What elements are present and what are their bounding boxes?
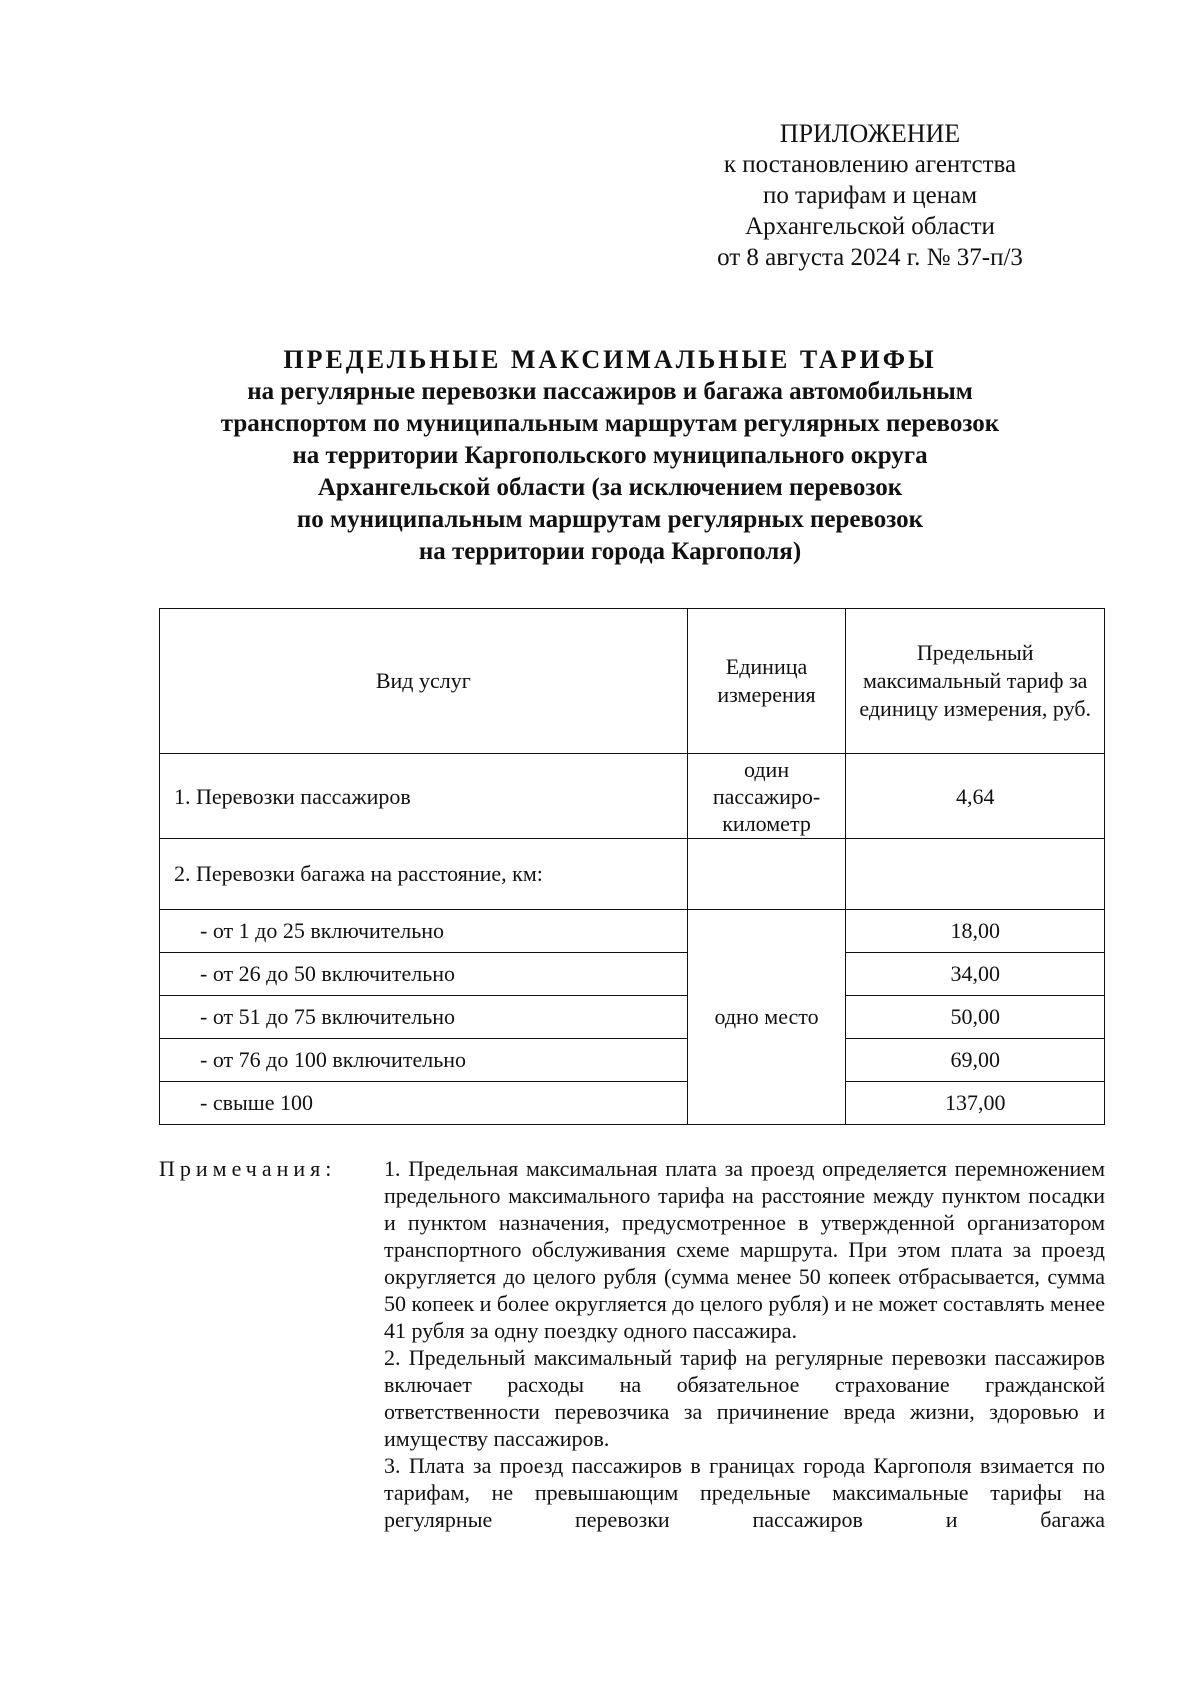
- empty-cell: [846, 839, 1105, 910]
- baggage-service-cell: 2. Перевозки багажа на расстояние, км:: [160, 839, 688, 910]
- baggage-tariff-cell: 34,00: [846, 953, 1105, 996]
- notes-section: [159, 1155, 1105, 1533]
- heading-line: на территории Каргопольского муниципального округа: [292, 442, 928, 469]
- header-unit: Единица измерения: [687, 609, 846, 754]
- heading-line: транспортом по муниципальным маршрутам регулярных перевозок: [220, 410, 1000, 437]
- baggage-tariff-cell: 50,00: [846, 996, 1105, 1039]
- heading-line: Архангельской области (за исключением перевозок: [317, 474, 903, 501]
- notes-label: Примечания:: [159, 1156, 337, 1181]
- table-row: [160, 1039, 1105, 1082]
- baggage-range-cell: - от 1 до 25 включительно: [160, 910, 688, 953]
- table-row: [160, 839, 1105, 910]
- table-row: [160, 754, 1105, 839]
- note-item: 2. Предельный максимальный тариф на регулярные перевозки пассажиров включает расходы на обязательное страхование гражданской ответственности перевозчика за причинение вреда жизни, здоровью и имуществу пассажиров.: [384, 1345, 1105, 1451]
- appendix-block: [660, 118, 1080, 273]
- table-row: [160, 996, 1105, 1039]
- note-item: 3. Плата за проезд пассажиров в границах города Каргополя взимается по тарифам, не превышающим предельные максимальные тарифы на регулярные перевозки пассажиров и багажа: [384, 1453, 1105, 1532]
- baggage-range-cell: - от 51 до 75 включительно: [160, 996, 688, 1039]
- appendix-line: Архангельской области: [745, 213, 995, 240]
- passenger-unit-cell: один пассажиро-километр: [687, 754, 846, 839]
- header-tariff: Предельный максимальный тариф за единицу измерения, руб.: [846, 609, 1105, 754]
- appendix-line: к постановлению агентства: [723, 151, 1017, 178]
- appendix-line: по тарифам и ценам: [762, 182, 978, 209]
- passenger-service-cell: 1. Перевозки пассажиров: [160, 754, 688, 839]
- header-service: Вид услуг: [160, 609, 688, 754]
- appendix-line: от 8 августа 2024 г. № 37-п/3: [717, 244, 1023, 271]
- document-heading: [160, 344, 1060, 568]
- table-row: [160, 910, 1105, 953]
- baggage-tariff-cell: 69,00: [846, 1039, 1105, 1082]
- empty-cell: [687, 839, 846, 910]
- passenger-tariff-cell: 4,64: [846, 754, 1105, 839]
- table-row: [160, 953, 1105, 996]
- heading-main: ПРЕДЕЛЬНЫЕ МАКСИМАЛЬНЫЕ ТАРИФЫ: [283, 345, 937, 374]
- baggage-tariff-cell: 137,00: [846, 1082, 1105, 1125]
- heading-line: на регулярные перевозки пассажиров и багажа автомобильным: [247, 378, 973, 405]
- appendix-title: ПРИЛОЖЕНИЕ: [779, 119, 961, 148]
- note-item: 1. Предельная максимальная плата за проезд определяется перемножением предельного максимального тарифа на расстояние между пунктом посадки и пунктом назначения, предусмотренное в утвержденной организатором транспортного обслуживания схеме маршрута. При этом плата за проезд округляется до целого рубля (сумма менее 50 копеек отбрасывается, сумма 50 копеек и более округляется до целого рубля) и не может составлять менее 41 рубля за одну поездку одного пассажира.: [384, 1156, 1105, 1343]
- baggage-tariff-cell: 18,00: [846, 910, 1105, 953]
- heading-line: по муниципальным маршрутам регулярных перевозок: [296, 506, 924, 533]
- baggage-range-cell: - от 76 до 100 включительно: [160, 1039, 688, 1082]
- baggage-range-cell: - от 26 до 50 включительно: [160, 953, 688, 996]
- tariff-table: [159, 608, 1105, 1125]
- baggage-unit-cell: одно место: [687, 910, 846, 1125]
- table-row: [160, 1082, 1105, 1125]
- heading-line: на территории города Каргополя): [418, 538, 802, 565]
- baggage-range-cell: - свыше 100: [160, 1082, 688, 1125]
- table-header-row: [160, 609, 1105, 754]
